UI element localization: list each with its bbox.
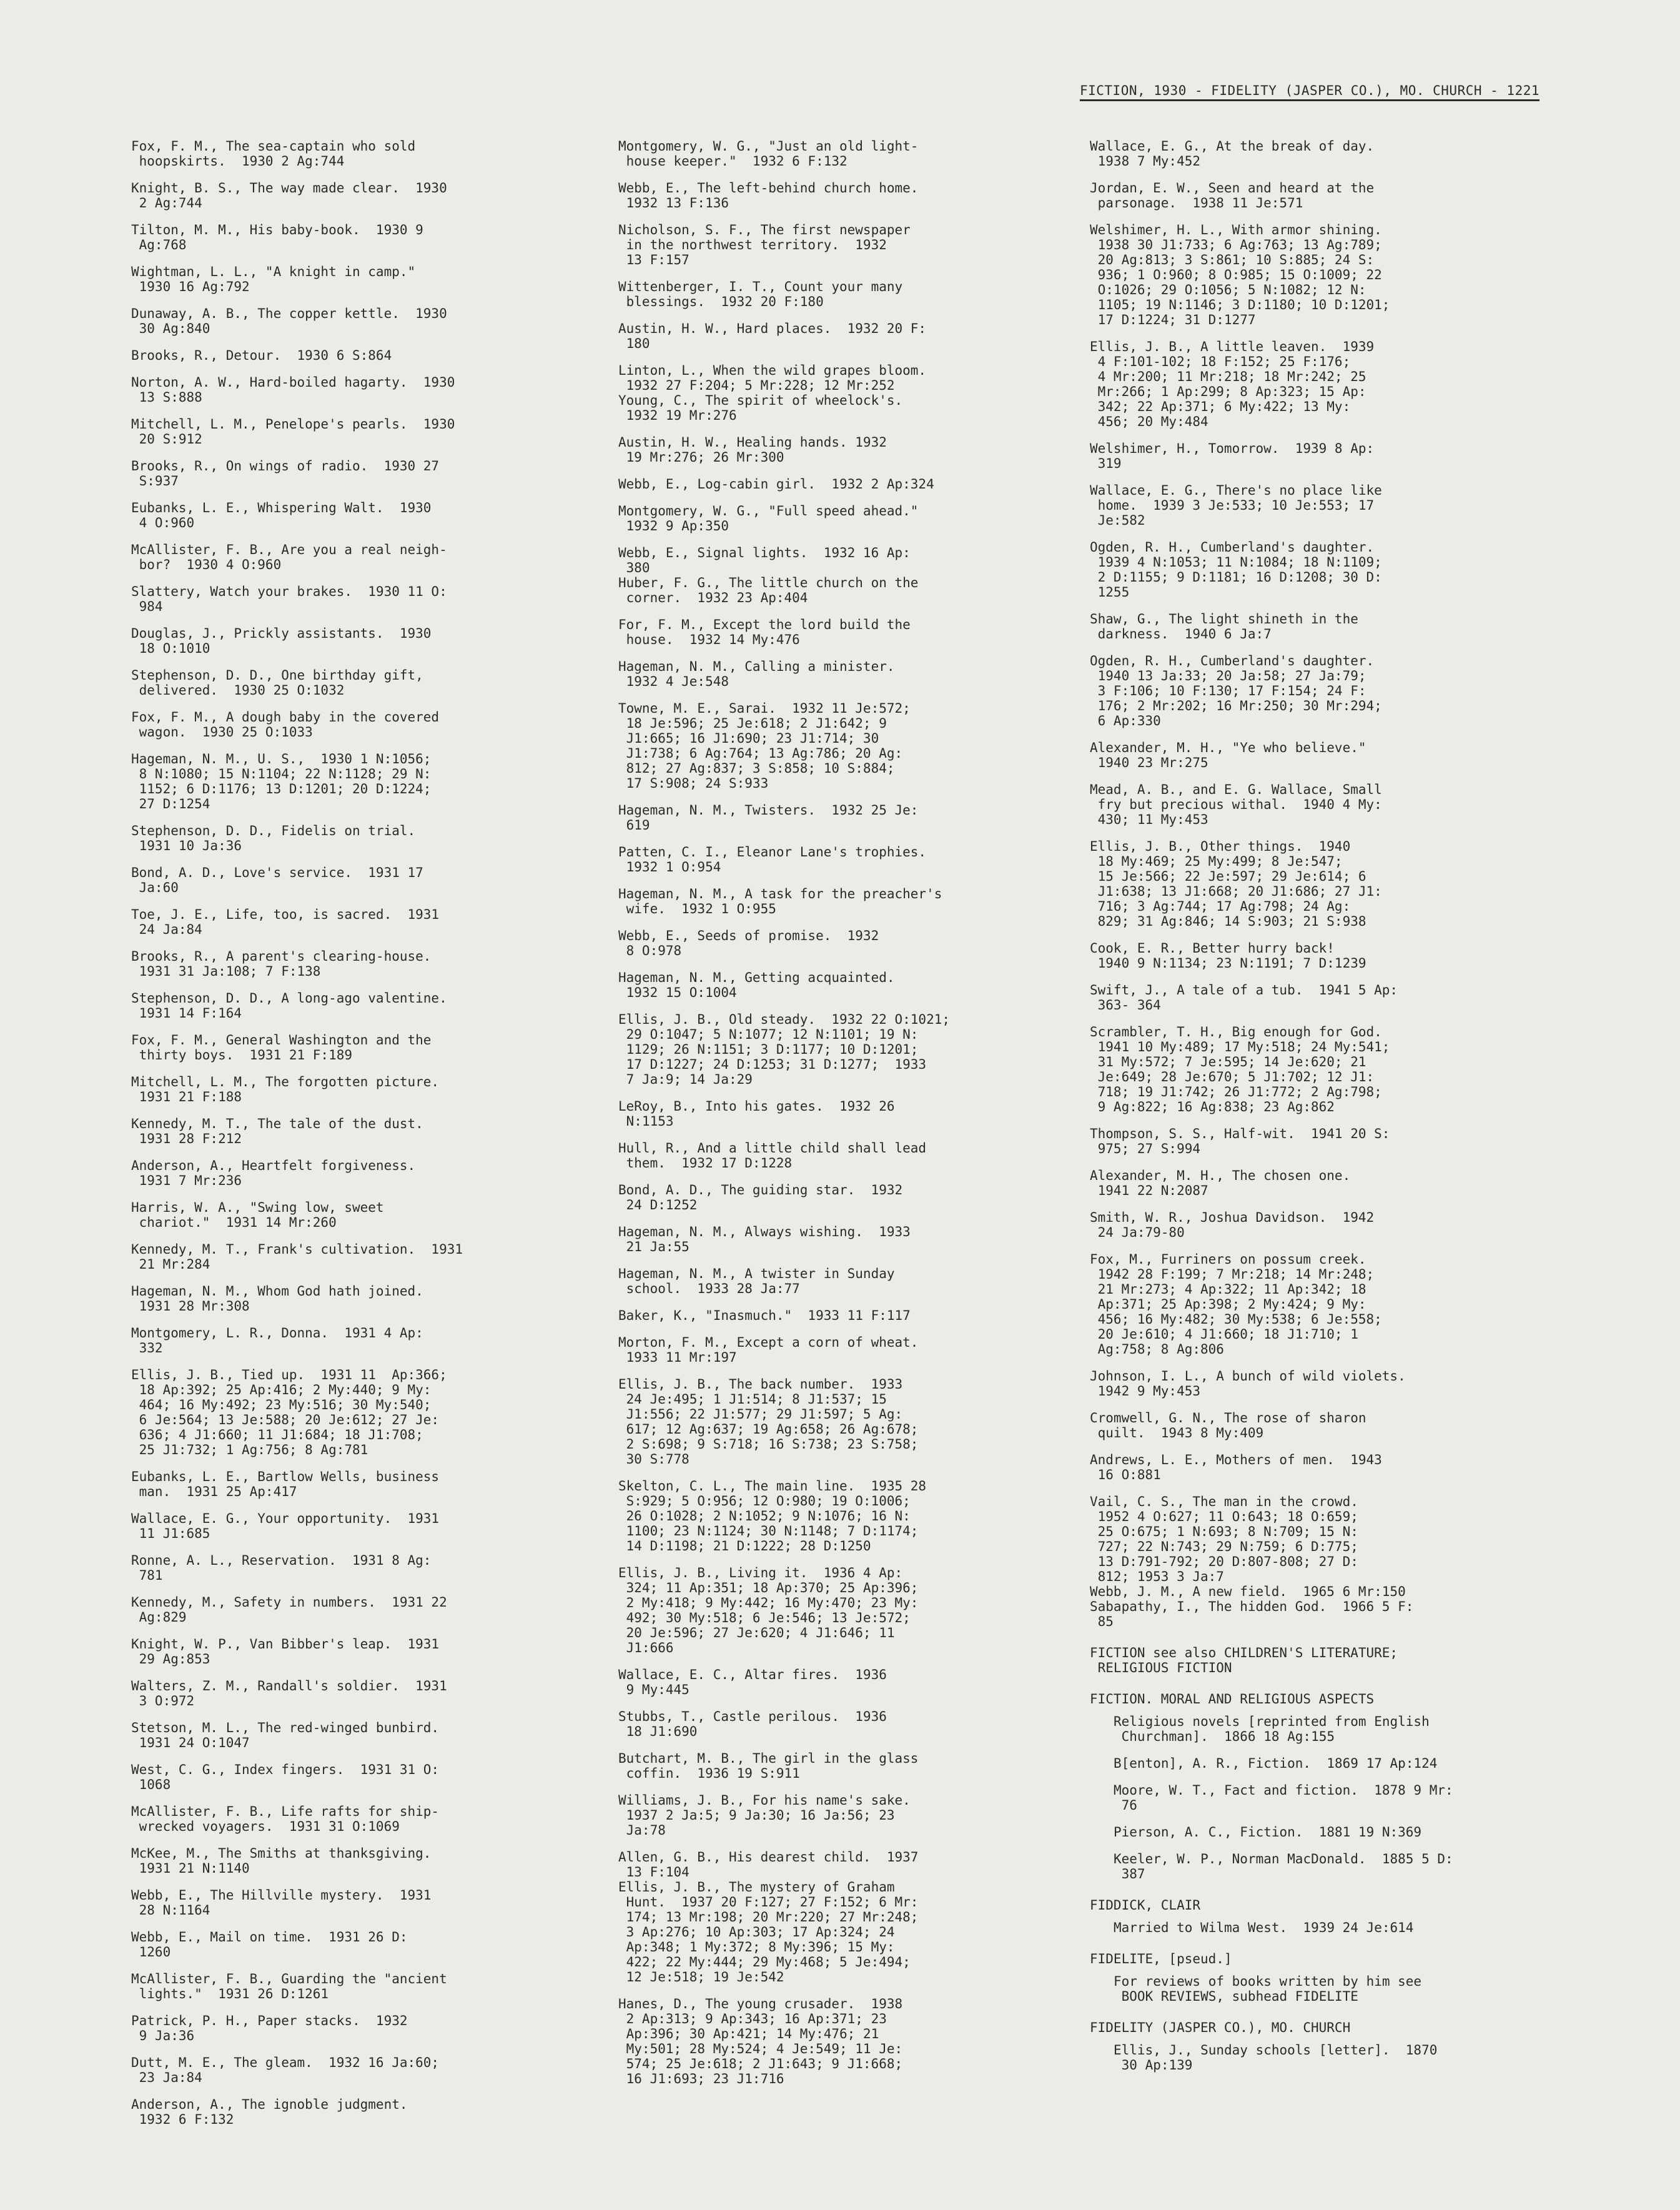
- index-entry: Williams, J. B., For his name's sake. 1937 2 Ja:5; 9 Ja:30; 16 Ja:56; 23 Ja:78: [618, 1793, 911, 1838]
- index-entry: Hull, R., And a little child shall lead them. 1932 17 D:1228: [618, 1141, 927, 1171]
- index-entry: Ogden, R. H., Cumberland's daughter. 1939 4 N:1053; 11 N:1084; 18 N:1109; 2 D:1155; 9 D:1181; 16 D:1208; 30 D: 1255: [1090, 540, 1382, 600]
- index-entry: Webb, E., The left-behind church home. 1932 13 F:136: [618, 181, 919, 211]
- index-entry: Brooks, R., A parent's clearing-house. 1931 31 Ja:108; 7 F:138: [131, 949, 432, 979]
- index-entry: Dunaway, A. B., The copper kettle. 1930 30 Ag:840: [131, 306, 447, 336]
- index-entry: Religious novels [reprinted from English Churchman]. 1866 18 Ag:155: [1114, 1714, 1430, 1744]
- index-entry: Butchart, M. B., The girl in the glass coffin. 1936 19 S:911: [618, 1751, 919, 1781]
- index-entry: Hageman, N. M., Always wishing. 1933 21 Ja:55: [618, 1224, 911, 1254]
- index-entry: Hageman, N. M., Getting acquainted. 1932 15 O:1004: [618, 970, 895, 1000]
- index-entry: Towne, M. E., Sarai. 1932 11 Je:572; 18 Je:596; 25 Je:618; 2 J1:642; 9 J1:665; 16 J1:690; 23 J1:714; 30 J1:738; 6 Ag:764; 13 Ag:786; 20 Ag: 812; 27 Ag:837; 3 S:858; 10 S:884; 17 S:908; 24 S:933: [618, 701, 911, 791]
- index-entry: Jordan, E. W., Seen and heard at the parsonage. 1938 11 Je:571: [1090, 181, 1375, 211]
- index-entry: Ellis, J. B., A little leaven. 1939 4 F:101-102; 18 F:152; 25 F:176; 4 Mr:200; 11 Mr:218; 18 Mr:242; 25 Mr:266; 1 Ap:299; 8 Ap:323; 15 Ap: 342; 22 Ap:371; 6 My:422; 13 My: 456; 20 My:484: [1090, 339, 1375, 429]
- index-entry: Andrews, L. E., Mothers of men. 1943 16 O:881: [1090, 1452, 1382, 1482]
- index-entry: Eubanks, L. E., Whispering Walt. 1930 4 O:960: [131, 500, 432, 530]
- index-entry: West, C. G., Index fingers. 1931 31 O: 1068: [131, 1762, 440, 1792]
- index-entry: Wallace, E. G., There's no place like home. 1939 3 Je:533; 10 Je:553; 17 Je:582: [1090, 483, 1382, 528]
- index-entry: Austin, H. W., Healing hands. 1932 19 Mr:276; 26 Mr:300: [618, 435, 887, 465]
- index-entry: Fox, F. M., The sea-captain who sold hoopskirts. 1930 2 Ag:744: [131, 139, 416, 169]
- index-entry: Thompson, S. S., Half-wit. 1941 20 S: 975; 27 S:994: [1090, 1126, 1390, 1156]
- index-entry: Webb, E., Seeds of promise. 1932 8 O:978: [618, 928, 879, 958]
- index-entry: Vail, C. S., The man in the crowd. 1952 4 O:627; 11 O:643; 18 O:659; 25 O:675; 1 N:693; 8 N:709; 15 N: 727; 22 N:743; 29 N:759; 6 D:775; 13 D:791-792; 20 D:807-808; 27 D: 812; 1953 3 Ja:7 Webb, J. M., A new field. 1965 6 Mr:150 Sabapathy, I., The hidden God. 1966 5 F: 85: [1090, 1494, 1414, 1629]
- index-entry: Ellis, J., Sunday schools [letter]. 1870 30 Ap:139: [1114, 2043, 1438, 2073]
- index-entry: McAllister, F. B., Are you a real neigh- bor? 1930 4 O:960: [131, 542, 447, 572]
- index-entry: Skelton, C. L., The main line. 1935 28 S:929; 5 O:956; 12 O:980; 19 O:1006; 26 O:1028; 2 N:1052; 9 N:1076; 16 N: 1100; 23 N:1124; 30 N:1148; 7 D:1174; 14 D:1198; 21 D:1222; 28 D:1250: [618, 1479, 927, 1553]
- index-entry: Fox, F. M., A dough baby in the covered wagon. 1930 25 O:1033: [131, 710, 440, 740]
- index-entry: Hageman, N. M., Twisters. 1932 25 Je: 619: [618, 803, 919, 833]
- index-entry: Austin, H. W., Hard places. 1932 20 F: 180: [618, 321, 927, 351]
- index-entry: Morton, F. M., Except a corn of wheat. 1933 11 Mr:197: [618, 1335, 919, 1365]
- index-entry: Cook, E. R., Better hurry back! 1940 9 N:1134; 23 N:1191; 7 D:1239: [1090, 941, 1366, 971]
- subject-heading-moral: FICTION. MORAL AND RELIGIOUS ASPECTS: [1090, 1692, 1375, 1707]
- index-entry: Fox, M., Furriners on possum creek. 1942 28 F:199; 7 Mr:218; 14 Mr:248; 21 Mr:273; 4 Ap:322; 11 Ap:342; 18 Ap:371; 25 Ap:398; 2 My:424; 9 My: 456; 16 My:482; 30 My:538; 6 Je:558; 20 Je:610; 4 J1:660; 18 J1:710; 1 Ag:758; 8 Ag:806: [1090, 1252, 1382, 1357]
- index-entry: Ellis, J. B., Living it. 1936 4 Ap: 324; 11 Ap:351; 18 Ap:370; 25 Ap:396; 2 My:418; 9 My:442; 16 My:470; 23 My: 492; 30 My:518; 6 Je:546; 13 Je:572; 20 Je:596; 27 Je:620; 4 J1:646; 11 J1:666: [618, 1565, 919, 1655]
- index-entry: Bond, A. D., The guiding star. 1932 24 D:1252: [618, 1182, 903, 1212]
- index-entry: Kennedy, M. T., The tale of the dust. 1931 28 F:212: [131, 1116, 423, 1146]
- index-entry: Allen, G. B., His dearest child. 1937 13 F:104 Ellis, J. B., The mystery of Graham Hunt. 1937 20 F:127; 27 F:152; 6 Mr: 174; 13 Mr:198; 20 Mr:220; 27 Mr:248; 3 Ap:276; 10 Ap:303; 17 Ap:324; 24 Ap:348; 1 My:372; 8 My:396; 15 My: 422; 22 My:444; 29 My:468; 5 Je:494; 12 Je:518; 19 Je:542: [618, 1850, 919, 1985]
- index-entry: Brooks, R., On wings of radio. 1930 27 S:937: [131, 458, 440, 488]
- index-entry: Scrambler, T. H., Big enough for God. 1941 10 My:489; 17 My:518; 24 My:541; 31 My:572; 7 Je:595; 14 Je:620; 21 Je:649; 28 Je:670; 5 J1:702; 12 J1: 718; 19 J1:742; 26 J1:772; 2 Ag:798; 9 Ag:822; 16 Ag:838; 23 Ag:862: [1090, 1024, 1390, 1114]
- index-entry: Wightman, L. L., "A knight in camp." 1930 16 Ag:792: [131, 264, 416, 294]
- index-entry: Baker, K., "Inasmuch." 1933 11 F:117: [618, 1308, 911, 1323]
- index-entry: McKee, M., The Smiths at thanksgiving. 1931 21 N:1140: [131, 1846, 432, 1876]
- subject-heading-fiddick: FIDDICK, CLAIR: [1090, 1898, 1201, 1913]
- index-entry: Moore, W. T., Fact and fiction. 1878 9 Mr: 76: [1114, 1783, 1453, 1813]
- index-entry: Cromwell, G. N., The rose of sharon quilt. 1943 8 My:409: [1090, 1410, 1366, 1440]
- index-entry: Hageman, N. M., Calling a minister. 1932 4 Je:548: [618, 659, 895, 689]
- index-entry: Smith, W. R., Joshua Davidson. 1942 24 Ja:79-80: [1090, 1210, 1375, 1240]
- index-entry: Montgomery, W. G., "Full speed ahead." 1932 9 Ap:350: [618, 503, 919, 533]
- index-entry: Webb, E., Log-cabin girl. 1932 2 Ap:324: [618, 477, 934, 492]
- index-entry: Ronne, A. L., Reservation. 1931 8 Ag: 781: [131, 1553, 432, 1583]
- index-entry: Shaw, G., The light shineth in the darkness. 1940 6 Ja:7: [1090, 612, 1358, 642]
- index-entry: Ellis, J. B., The back number. 1933 24 Je:495; 1 J1:514; 8 J1:537; 15 J1:556; 22 J1:577; 29 J1:597; 5 Ag: 617; 12 Ag:637; 19 Ag:658; 26 Ag:678; 2 S:698; 9 S:718; 16 S:738; 23 S:758; 30 S:778: [618, 1377, 919, 1467]
- index-entry: Dutt, M. E., The gleam. 1932 16 Ja:60; 23 Ja:84: [131, 2055, 440, 2085]
- index-entry: Swift, J., A tale of a tub. 1941 5 Ap: 363- 364: [1090, 983, 1398, 1013]
- index-entry: Knight, W. P., Van Bibber's leap. 1931 29 Ag:853: [131, 1637, 440, 1667]
- index-entry: Knight, B. S., The way made clear. 1930 2 Ag:744: [131, 181, 447, 211]
- index-entry: Keeler, W. P., Norman MacDonald. 1885 5 D: 387: [1114, 1851, 1453, 1881]
- index-entry: Stephenson, D. D., A long-ago valentine. 1931 14 F:164: [131, 991, 447, 1021]
- index-entry: Montgomery, L. R., Donna. 1931 4 Ap: 332: [131, 1326, 423, 1355]
- index-entry: Alexander, M. H., The chosen one. 1941 22 N:2087: [1090, 1168, 1351, 1198]
- index-entry: Hageman, N. M., U. S., 1930 1 N:1056; 8 N:1080; 15 N:1104; 22 N:1128; 29 N: 1152; 6 D:1176; 13 D:1201; 20 D:1224; 27 D:1254: [131, 751, 432, 811]
- index-entry: Ellis, J. B., Other things. 1940 18 My:469; 25 My:499; 8 Je:547; 15 Je:566; 22 Je:597; 29 Je:614; 6 J1:638; 13 J1:668; 20 J1:686; 27 J1: 716; 3 Ag:744; 17 Ag:798; 24 Ag: 829; 31 Ag:846; 14 S:903; 21 S:938: [1090, 839, 1382, 929]
- index-entry: Welshimer, H. L., With armor shining. 1938 30 J1:733; 6 Ag:763; 13 Ag:789; 20 Ag:813; 3 S:861; 10 S:885; 24 S: 936; 1 O:960; 8 O:985; 15 O:1009; 22 O:1026; 29 O:1056; 5 N:1082; 12 N: 1105; 19 N:1146; 3 D:1180; 10 D:1201; 17 D:1224; 31 D:1277: [1090, 222, 1390, 327]
- index-entry: Webb, E., Signal lights. 1932 16 Ap: 380 Huber, F. G., The little church on the corner. 1932 23 Ap:404: [618, 545, 919, 605]
- index-entry: Montgomery, W. G., "Just an old light- house keeper." 1932 6 F:132: [618, 139, 919, 169]
- running-head: FICTION, 1930 - FIDELITY (JASPER CO.), MO. CHURCH - 1221: [1080, 83, 1539, 101]
- index-entry: Slattery, Watch your brakes. 1930 11 O: 984: [131, 584, 447, 614]
- column-left: [131, 139, 506, 2139]
- index-entry: Alexander, M. H., "Ye who believe." 1940 23 Mr:275: [1090, 740, 1366, 770]
- index-entry: Webb, E., Mail on time. 1931 26 D: 1260: [131, 1930, 408, 1960]
- index-entry: Patrick, P. H., Paper stacks. 1932 9 Ja:36: [131, 2013, 408, 2043]
- index-entry: Mead, A. B., and E. G. Wallace, Small fry but precious withal. 1940 4 My: 430; 11 My:453: [1090, 782, 1382, 827]
- index-entry: Eubanks, L. E., Bartlow Wells, business man. 1931 25 Ap:417: [131, 1469, 440, 1499]
- index-entry: Stephenson, D. D., Fidelis on trial. 1931 10 Ja:36: [131, 823, 416, 853]
- index-entry: Wittenberger, I. T., Count your many blessings. 1932 20 F:180: [618, 279, 903, 309]
- index-entry: Wallace, E. G., Your opportunity. 1931 11 J1:685: [131, 1511, 440, 1541]
- index-entry: LeRoy, B., Into his gates. 1932 26 N:1153: [618, 1099, 895, 1129]
- index-entry: Norton, A. W., Hard-boiled hagarty. 1930 13 S:888: [131, 375, 455, 405]
- moral-entries: [1090, 1714, 1552, 1881]
- index-entry: Hageman, N. M., Whom God hath joined. 1931 28 Mr:308: [131, 1284, 423, 1314]
- index-entry: Bond, A. D., Love's service. 1931 17 Ja:60: [131, 865, 423, 895]
- index-entry: McAllister, F. B., Life rafts for ship- wrecked voyagers. 1931 31 O:1069: [131, 1804, 440, 1834]
- index-entry: Hanes, D., The young crusader. 1938 2 Ap:313; 9 Ap:343; 16 Ap:371; 23 Ap:396; 30 Ap:421; 14 My:476; 21 My:501; 28 My:524; 4 Je:549; 11 Je: 574; 25 Je:618; 2 J1:643; 9 J1:668; 16 J1:693; 23 J1:716: [618, 1996, 903, 2086]
- index-entry: Webb, E., The Hillville mystery. 1931 28 N:1164: [131, 1888, 432, 1918]
- index-entry: Hageman, N. M., A twister in Sunday school. 1933 28 Ja:77: [618, 1266, 895, 1296]
- index-entry: Mitchell, L. M., Penelope's pearls. 1930 20 S:912: [131, 417, 455, 447]
- index-entry: Walters, Z. M., Randall's soldier. 1931 3 O:972: [131, 1678, 447, 1708]
- index-entry: McAllister, F. B., Guarding the "ancient lights." 1931 26 D:1261: [131, 1971, 447, 2001]
- index-entry: For, F. M., Except the lord build the house. 1932 14 My:476: [618, 617, 911, 647]
- index-entry: Brooks, R., Detour. 1930 6 S:864: [131, 348, 392, 363]
- index-entry: Pierson, A. C., Fiction. 1881 19 N:369: [1114, 1825, 1422, 1840]
- index-entry: Linton, L., When the wild grapes bloom. 1932 27 F:204; 5 Mr:228; 12 Mr:252 Young, C., The spirit of wheelock's. 1932 19 Mr:276: [618, 363, 927, 423]
- index-entry: Anderson, A., Heartfelt forgiveness. 1931 7 Mr:236: [131, 1158, 416, 1188]
- index-entry: Toe, J. E., Life, too, is sacred. 1931 24 Ja:84: [131, 907, 440, 937]
- index-entry: Douglas, J., Prickly assistants. 1930 18 O:1010: [131, 626, 432, 656]
- index-entry: Mitchell, L. M., The forgotten picture. 1931 21 F:188: [131, 1074, 440, 1104]
- column-middle: [618, 139, 1030, 2098]
- index-entry: Fox, F. M., General Washington and the thirty boys. 1931 21 F:189: [131, 1033, 432, 1063]
- index-entry: Stetson, M. L., The red-winged bunbird. 1931 24 O:1047: [131, 1720, 440, 1750]
- index-entry: Nicholson, S. F., The first newspaper in the northwest territory. 1932 13 F:157: [618, 222, 911, 267]
- index-entry: Patten, C. I., Eleanor Lane's trophies. 1932 1 O:954: [618, 845, 927, 875]
- index-entry: Anderson, A., The ignoble judgment. 1932 6 F:132: [131, 2097, 408, 2127]
- index-entry: Kennedy, M. T., Frank's cultivation. 1931 21 Mr:284: [131, 1242, 463, 1272]
- index-entry: Stubbs, T., Castle perilous. 1936 18 J1:690: [618, 1709, 887, 1739]
- see-also-note: FICTION see also CHILDREN'S LITERATURE; RELIGIOUS FICTION: [1090, 1645, 1398, 1675]
- index-entry: Hageman, N. M., A task for the preacher's wife. 1932 1 O:955: [618, 886, 942, 916]
- right-entries: [1090, 139, 1552, 1629]
- index-entry: Ellis, J. B., Tied up. 1931 11 Ap:366; 18 Ap:392; 25 Ap:416; 2 My:440; 9 My: 464; 16 My:492; 23 My:516; 30 My:540; 6 Je:564; 13 Je:588; 20 Je:612; 27 Je: 636; 4 J1:660; 11 J1:684; 18 J1:708; 25 J1:732; 1 Ag:756; 8 Ag:781: [131, 1367, 447, 1457]
- index-entry: B[enton], A. R., Fiction. 1869 17 Ap:124: [1114, 1756, 1438, 1771]
- index-entry: Welshimer, H., Tomorrow. 1939 8 Ap: 319: [1090, 441, 1375, 471]
- index-entry: Ellis, J. B., Old steady. 1932 22 O:1021; 29 O:1047; 5 N:1077; 12 N:1101; 19 N: 1129; 26 N:1151; 3 D:1177; 10 D:1201; 17 D:1227; 24 D:1253; 31 D:1277; 1933 7 Ja:9; 14 Ja:29: [618, 1012, 951, 1087]
- index-entry: Married to Wilma West. 1939 24 Je:614: [1114, 1920, 1414, 1935]
- index-entry: Wallace, E. C., Altar fires. 1936 9 My:445: [618, 1667, 887, 1697]
- index-entry: Kennedy, M., Safety in numbers. 1931 22 Ag:829: [131, 1595, 447, 1625]
- index-entry: Tilton, M. M., His baby-book. 1930 9 Ag:768: [131, 222, 423, 252]
- index-entry: Ogden, R. H., Cumberland's daughter. 1940 13 Ja:33; 20 Ja:58; 27 Ja:79; 3 F:106; 10 F:130; 17 F:154; 24 F: 176; 2 Mr:202; 16 Mr:250; 30 Mr:294; 6 Ap:330: [1090, 653, 1382, 728]
- index-entry: Harris, W. A., "Swing low, sweet chariot." 1931 14 Mr:260: [131, 1200, 384, 1230]
- index-entry: Stephenson, D. D., One birthday gift, delivered. 1930 25 O:1032: [131, 668, 423, 698]
- column-right: [1090, 139, 1552, 2084]
- subject-heading-fidelite: FIDELITE, [pseud.]: [1090, 1951, 1232, 1966]
- subject-heading-fidelity: FIDELITY (JASPER CO.), MO. CHURCH: [1090, 2020, 1351, 2035]
- index-entry: Wallace, E. G., At the break of day. 1938 7 My:452: [1090, 139, 1375, 169]
- cross-reference: For reviews of books written by him see BOOK REVIEWS, subhead FIDELITE: [1114, 1974, 1422, 2004]
- index-entry: Johnson, I. L., A bunch of wild violets. 1942 9 My:453: [1090, 1369, 1406, 1399]
